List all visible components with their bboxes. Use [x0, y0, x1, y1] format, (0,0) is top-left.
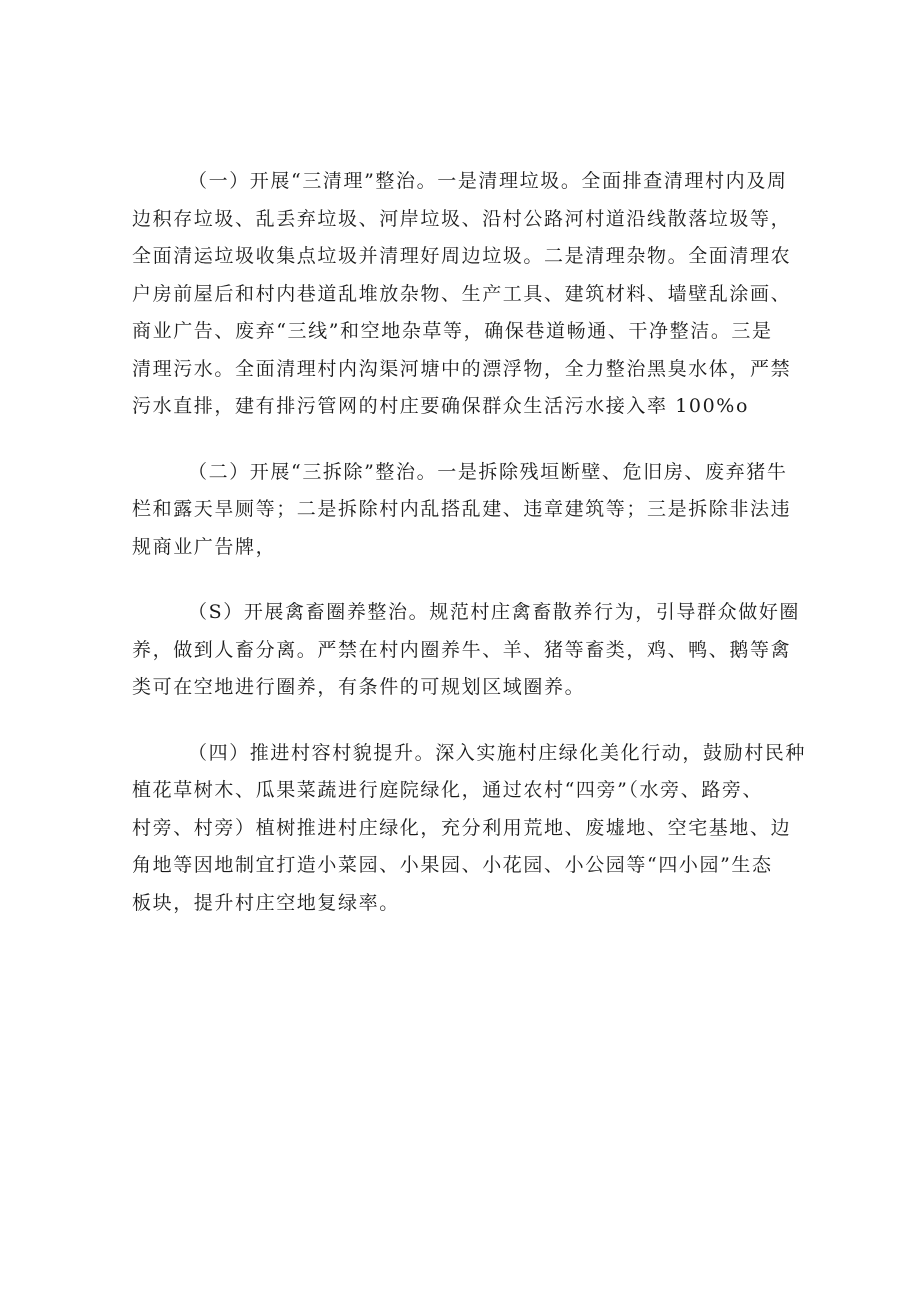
text-line: 商业广告、废弃“三线”和空地杂草等，确保巷道畅通、干净整洁。三是 — [132, 320, 773, 342]
paragraph-village-appearance — [132, 735, 807, 923]
text-line: 户房前屋后和村内巷道乱堆放杂物、生产工具、建筑材料、墙壁乱涂画、 — [132, 282, 792, 305]
text-line: 类可在空地进行圈养，有条件的可规划区域圈养。 — [132, 676, 586, 698]
text-line: 栏和露天旱厕等；二是拆除村内乱搭乱建、违章建筑等；三是拆除非法违 — [132, 498, 792, 520]
text-line: （二）开展“三拆除”整治。一是拆除残垣断壁、危旧房、废弃猪牛 — [188, 460, 788, 483]
paragraph-three-cleanups — [132, 163, 792, 426]
text-line: 清理污水。全面清理村内沟渠河塘中的漂浮物，全力整治黑臭水体，严禁 — [132, 357, 792, 380]
text-line: 污水直排，建有排污管网的村庄要确保群众生活污水接入率 100%o — [132, 395, 749, 417]
text-line: 板块，提升村庄空地复绿率。 — [132, 891, 400, 914]
text-line: （一）开展“三清理”整治。一是清理垃圾。全面排查清理村内及周 — [188, 170, 788, 192]
text-line: （四）推进村容村貌提升。深入实施村庄绿化美化行动，鼓励村民种 — [188, 741, 807, 764]
paragraph-three-demolitions — [132, 454, 792, 567]
document-page — [132, 163, 807, 922]
text-line: （S）开展禽畜圈养整治。规范村庄禽畜散养行为，引导群众做好圈 — [188, 601, 801, 623]
text-line: 村旁、村旁）植树推进村庄绿化，充分利用荒地、废墟地、空宅基地、边 — [132, 816, 792, 839]
text-line: 全面清运垃圾收集点垃圾并清理好周边垃圾。二是清理杂物。全面清理农 — [132, 245, 792, 267]
paragraph-livestock-penning — [132, 594, 801, 707]
text-line: 养，做到人畜分离。严禁在村内圈养牛、羊、猪等畜类，鸡、鸭、鹅等禽 — [132, 638, 792, 661]
text-line: 边积存垃圾、乱丢弃垃圾、河岸垃圾、沿村公路河村道沿线散落垃圾等， — [132, 207, 792, 230]
text-line: 角地等因地制宜打造小菜园、小果园、小花园、小公园等“四小园”生态 — [132, 854, 773, 876]
text-line: 规商业广告牌， — [132, 535, 277, 558]
text-line: 植花草树木、瓜果菜蔬进行庭院绿化，通过农村“四旁”（水旁、路旁、 — [132, 779, 764, 801]
